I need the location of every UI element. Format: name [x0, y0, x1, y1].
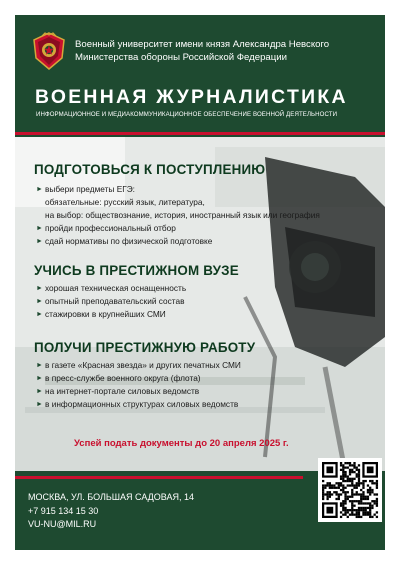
- triangle-bullet-icon: ►: [36, 401, 43, 408]
- poster-title: ВОЕННАЯ ЖУРНАЛИСТИКА: [35, 86, 348, 108]
- career-list: [36, 359, 241, 411]
- section-title-career: ПОЛУЧИ ПРЕСТИЖНУЮ РАБОТУ: [34, 340, 256, 355]
- contacts: [28, 491, 194, 532]
- poster: [15, 15, 385, 550]
- triangle-bullet-icon: ►: [36, 238, 43, 245]
- list-item-text: хорошая техническая оснащенность: [45, 283, 187, 293]
- list-item-text: в пресс-службе военного округа (флота): [45, 373, 201, 383]
- section-title-admission: ПОДГОТОВЬСЯ К ПОСТУПЛЕНИЮ: [34, 162, 266, 177]
- list-item: [36, 183, 320, 196]
- phone[interactable]: +7 915 134 15 30: [28, 505, 99, 516]
- list-item-text: на интернет-портале силовых ведомств: [45, 386, 200, 396]
- deadline-notice: Успей подать документы до 20 апреля 2025 г.: [74, 438, 289, 449]
- address: МОСКВА, УЛ. БОЛЬШАЯ САДОВАЯ, 14: [28, 492, 194, 502]
- triangle-bullet-icon: ►: [36, 186, 43, 193]
- ege-required-subjects: обязательные: русский язык, литература,: [45, 197, 205, 207]
- triangle-bullet-icon: ►: [36, 225, 43, 232]
- list-item: [36, 385, 241, 398]
- list-item: [36, 282, 186, 295]
- list-item: [36, 235, 320, 248]
- header-divider: [15, 132, 385, 135]
- list-item-text: в информационных структурах силовых ведомств: [45, 399, 239, 409]
- list-item-text: в газете «Красная звезда» и других печатных СМИ: [45, 360, 241, 370]
- triangle-bullet-icon: ►: [36, 298, 43, 305]
- list-item-text: стажировки в крупнейших СМИ: [45, 309, 166, 319]
- qr-code-pattern: [318, 458, 382, 522]
- list-item: [36, 222, 320, 235]
- list-item: [36, 372, 241, 385]
- triangle-bullet-icon: ►: [36, 388, 43, 395]
- footer-divider: [15, 476, 303, 479]
- qr-code-icon[interactable]: [318, 458, 382, 522]
- list-item-text: опытный преподавательский состав: [45, 296, 185, 306]
- triangle-bullet-icon: ►: [36, 285, 43, 292]
- list-item-text: сдай нормативы по физической подготовке: [45, 236, 213, 246]
- header: [15, 15, 385, 137]
- admission-list: [36, 183, 320, 248]
- email[interactable]: VU-NU@MIL.RU: [28, 519, 97, 529]
- poster-subtitle: ИНФОРМАЦИОННОЕ И МЕДИАКОММУНИКАЦИОННОЕ ОБЕСПЕЧЕНИЕ ВОЕННОЙ ДЕЯТЕЛЬНОСТИ: [36, 111, 338, 118]
- institution-line-2: Министерства обороны Российской Федерации: [75, 51, 287, 63]
- list-item: [36, 398, 241, 411]
- list-item: [36, 308, 186, 321]
- list-item: [36, 359, 241, 372]
- ege-optional-subjects: на выбор: обществознание, история, иностранный язык или география: [45, 210, 320, 220]
- list-item: [36, 295, 186, 308]
- institution-line-1: Военный университет имени князя Александра Невского: [75, 39, 330, 50]
- section-title-study: УЧИСЬ В ПРЕСТИЖНОМ ВУЗЕ: [34, 263, 239, 278]
- study-list: [36, 282, 186, 321]
- triangle-bullet-icon: ►: [36, 311, 43, 318]
- list-item-text: выбери предметы ЕГЭ:: [45, 184, 135, 194]
- institution-name: [75, 39, 329, 64]
- list-item-text: пройди профессиональный отбор: [45, 223, 176, 233]
- triangle-bullet-icon: ►: [36, 375, 43, 382]
- triangle-bullet-icon: ►: [36, 362, 43, 369]
- university-emblem-icon: [32, 32, 66, 70]
